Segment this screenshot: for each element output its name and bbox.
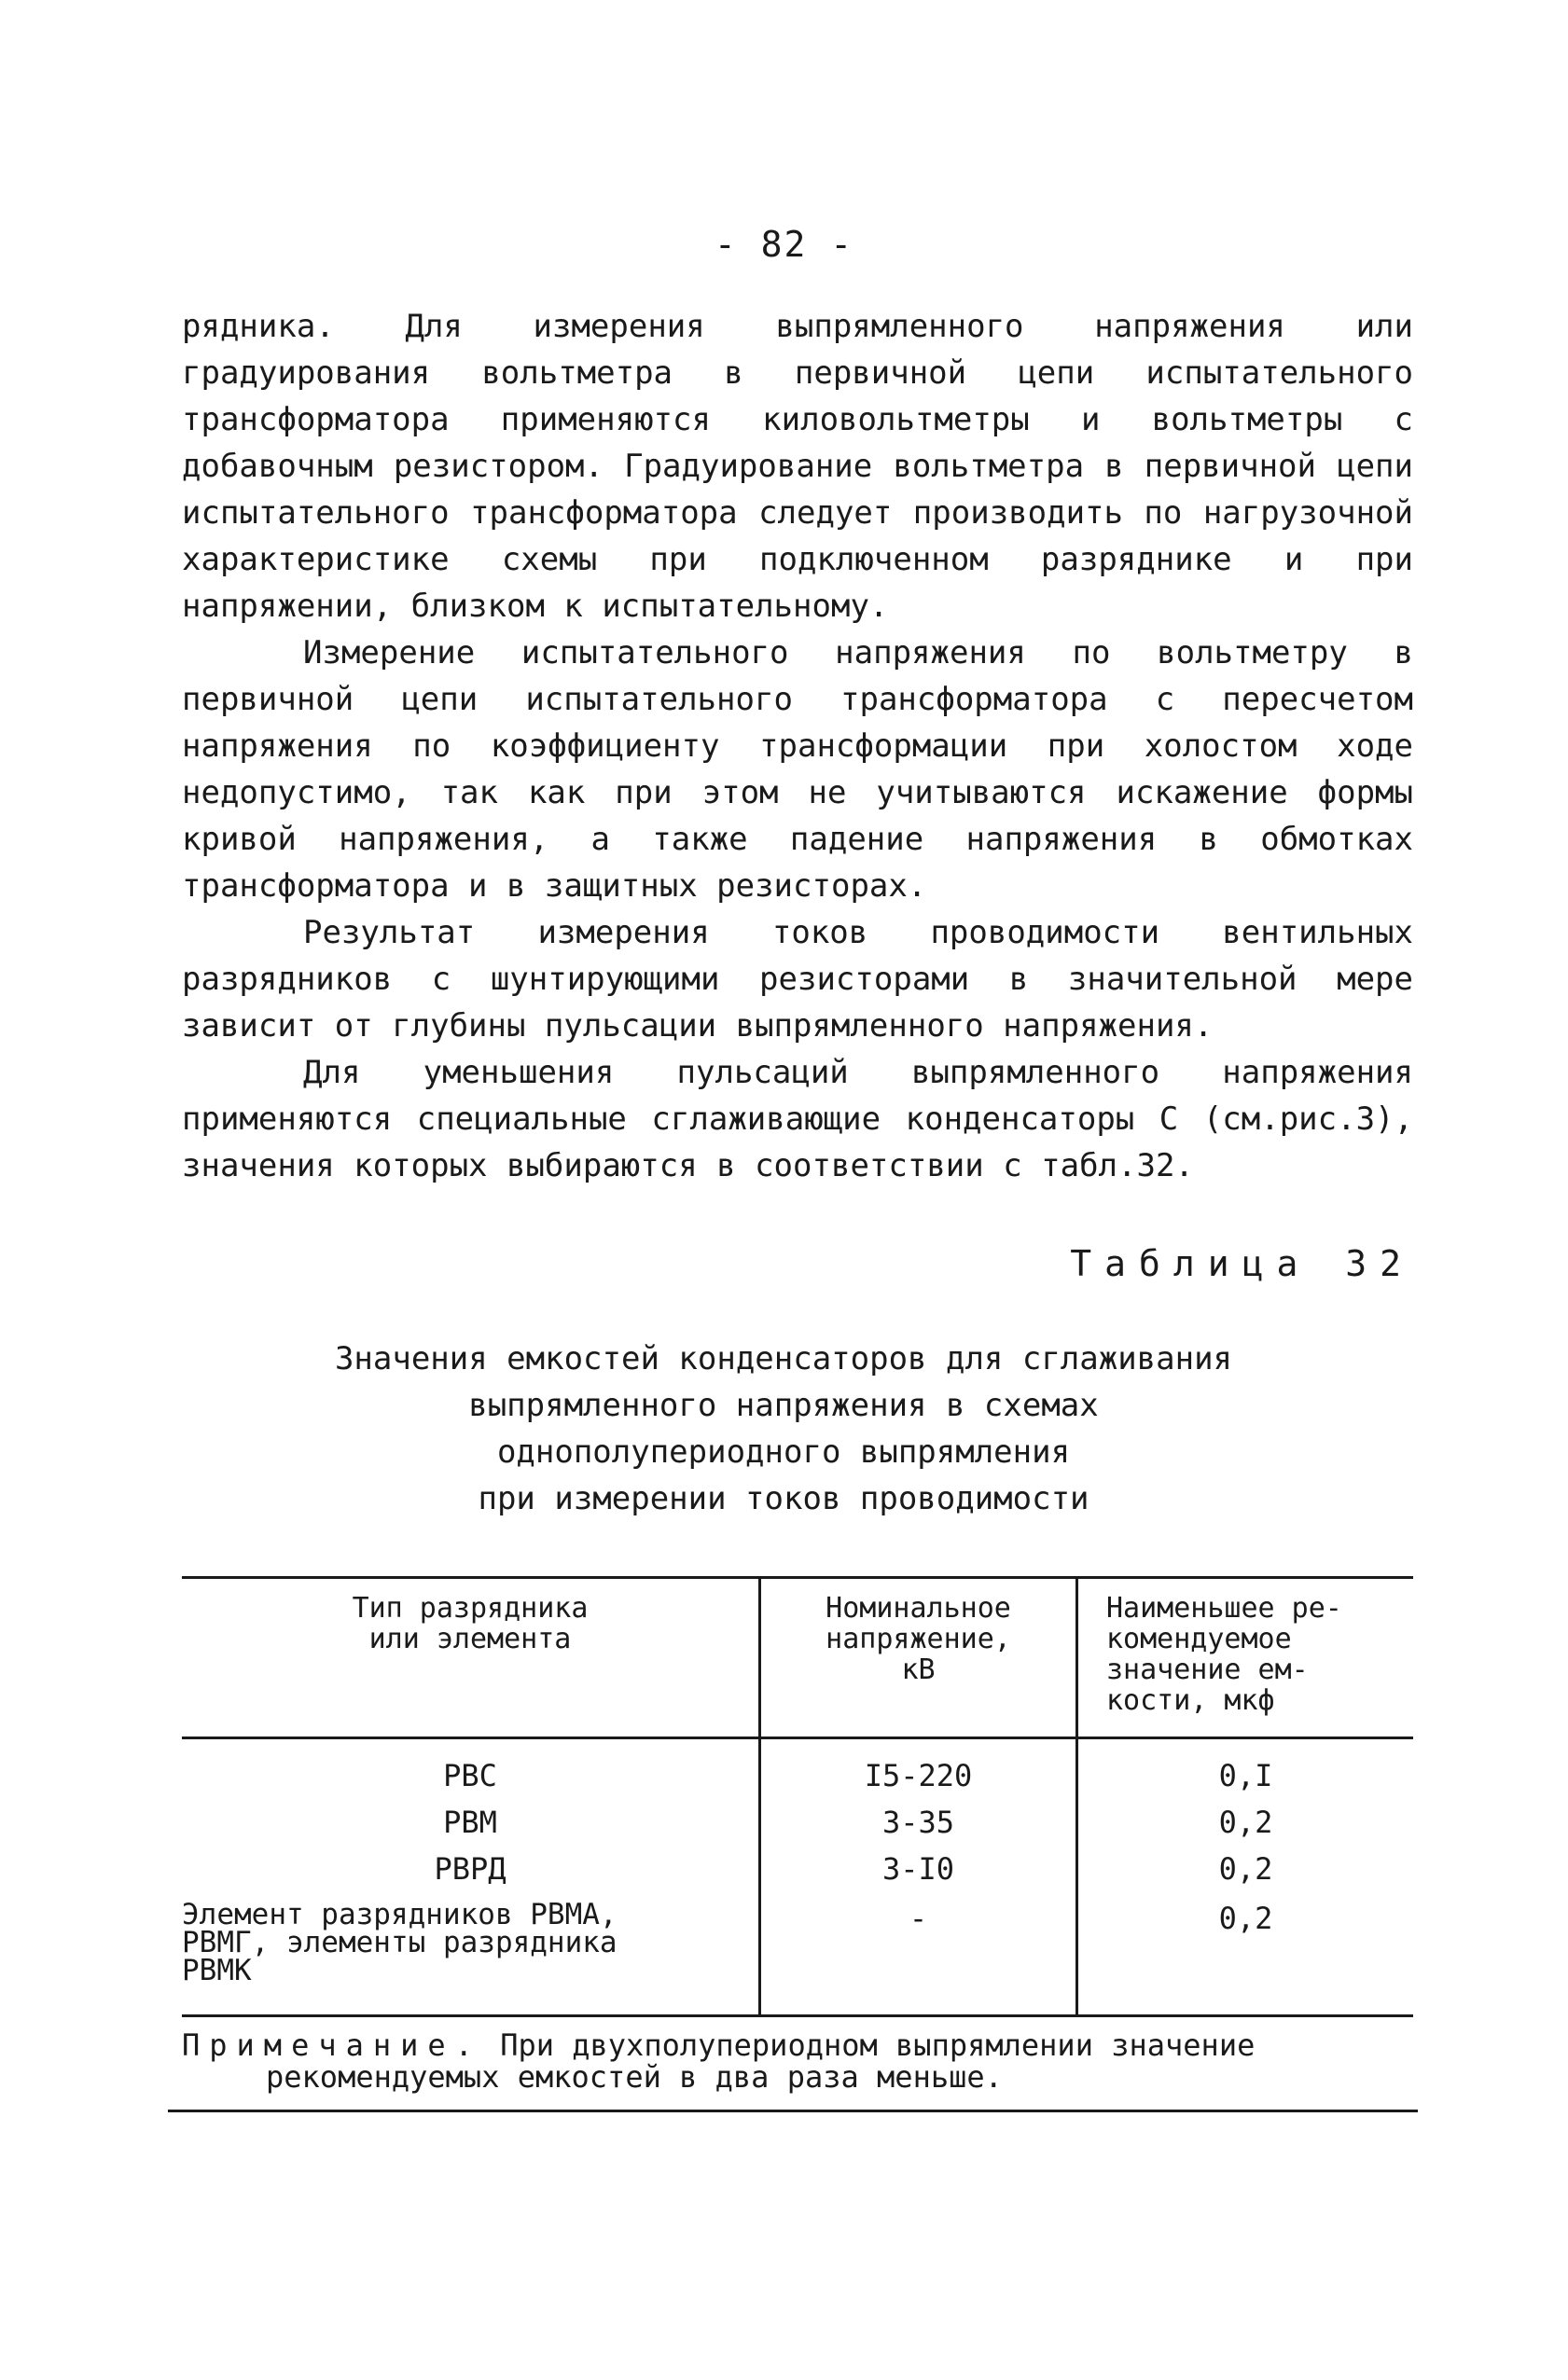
table-top-rule xyxy=(182,1576,1413,1579)
table-title-line: при измерении токов проводимости xyxy=(478,1480,1089,1517)
table-title-line: выпрямленного напряжения в схемах xyxy=(468,1387,1099,1424)
table-title xyxy=(280,1335,1287,1522)
note-line xyxy=(182,2029,1413,2061)
page-number: - 82 - xyxy=(714,224,854,265)
table-title-line: однополупериодного выпрямления xyxy=(496,1433,1071,1471)
table-bottom-rule xyxy=(182,2014,1413,2017)
cell-capacity: 0,I xyxy=(1218,1758,1273,1793)
cell-type: Элемент разрядников РВМА, РВМГ, элементы разрядника РВМК xyxy=(182,1898,617,1987)
paragraph-2: Измерение испытательного напряжения по вольтметру в первичной цепи испытательного трансформатора с пересчетом напряжения по коэффициенту трансформации при холостом ходе недопустимо, так как при этом не учитываются искажение формы кривой напряжения, а также падение напряжения в обмотках трансформатора и в защитных резисторах. xyxy=(182,634,1413,905)
header-type: Тип разрядника или элемента xyxy=(352,1592,589,1655)
cell-voltage: 3-I0 xyxy=(881,1851,955,1887)
note-label: Примечание. xyxy=(182,2027,482,2063)
cell-capacity: 0,2 xyxy=(1218,1805,1273,1840)
header-voltage: Номинальное напряжение, кВ xyxy=(826,1592,1011,1686)
cell-type: РВРД xyxy=(434,1851,506,1887)
capacitor-table xyxy=(182,1576,1413,2020)
body-text xyxy=(182,303,1413,1189)
paragraph-4: Для уменьшения пульсаций выпрямленного напряжения применяются специальные сглаживающие конденсаторы С (см.рис.3), значения которых выбираются в соответствии с табл.32. xyxy=(182,1054,1413,1184)
cell-voltage: I5-220 xyxy=(864,1758,973,1793)
table-header-rule xyxy=(182,1737,1413,1739)
header-capacity: Наименьшее ре- комендуемое значение ем- кости, мкф xyxy=(1106,1592,1342,1717)
table-note xyxy=(182,2029,1413,2093)
cell-voltage: - xyxy=(909,1901,928,1936)
note-text-continued: рекомендуемых емкостей в два раза меньше. xyxy=(266,2059,1003,2095)
note-bottom-rule xyxy=(168,2110,1418,2112)
cell-capacity: 0,2 xyxy=(1218,1901,1273,1936)
note-text: При двухполупериодном выпрямлении значение xyxy=(500,2027,1256,2063)
table-title-line: Значения емкостей конденсаторов для сглаживания xyxy=(334,1340,1233,1377)
cell-voltage: 3-35 xyxy=(881,1805,955,1840)
cell-capacity: 0,2 xyxy=(1218,1851,1273,1887)
cell-type: РВМ xyxy=(443,1805,497,1840)
table-label: Таблица 32 xyxy=(1070,1243,1414,1284)
cell-type: РВС xyxy=(443,1758,497,1793)
paragraph-3: Результат измерения токов проводимости вентильных разрядников с шунтирующими резисторами в значительной мере зависит от глубины пульсации выпрямленного напряжения. xyxy=(182,914,1413,1045)
paragraph-1: рядника. Для измерения выпрямленного напряжения или градуирования вольтметра в первичной цепи испытательного трансформатора применяются киловольтметры и вольтметры с добавочным резистором. Градуирование вольтметра в первичной цепи испытательного трансформатора следует производить по нагрузочной характеристике схемы при подключенном разряднике и при напряжении, близком к испытательному. xyxy=(182,308,1413,625)
